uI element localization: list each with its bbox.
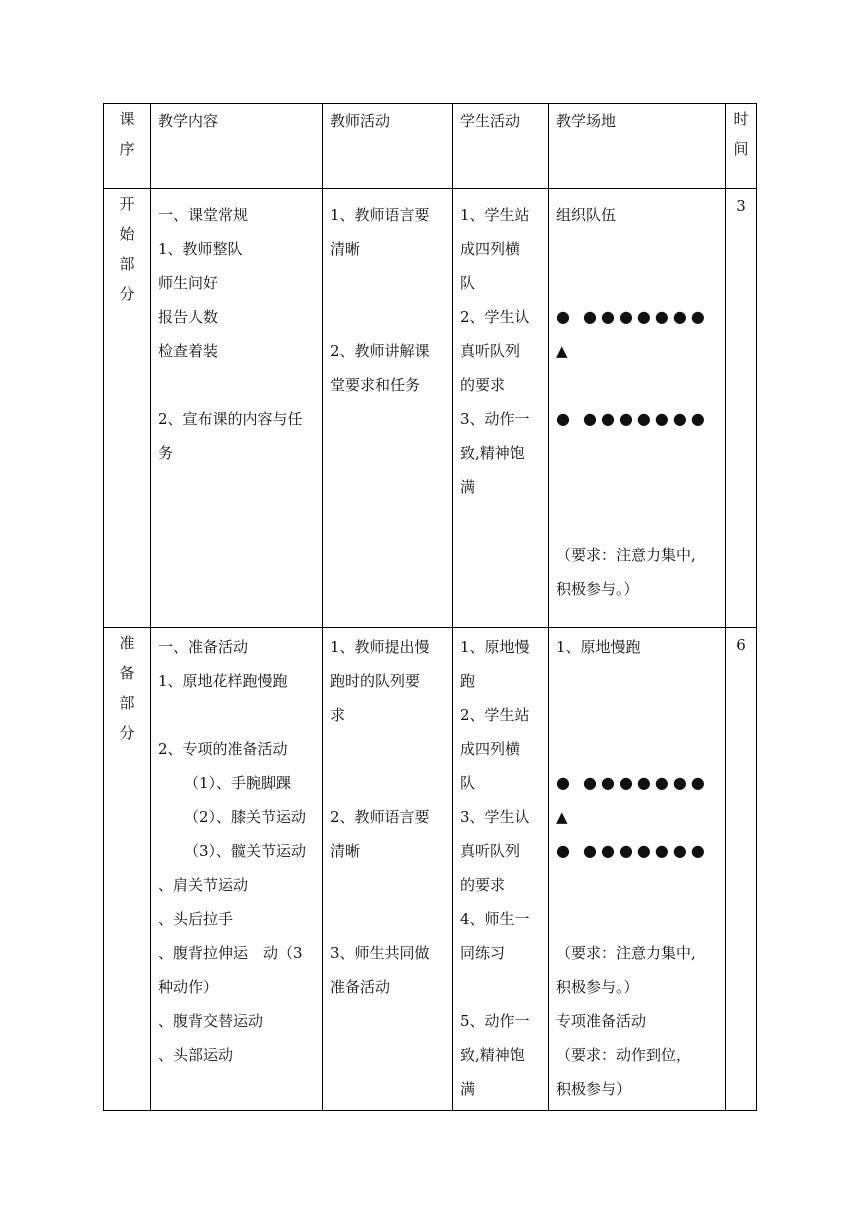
student-cell: [453, 628, 549, 1111]
content-line: （2）、膝关节运动: [184, 808, 307, 826]
content-line: 一、课堂常规: [158, 206, 249, 224]
teacher-line: 堂要求和任务: [330, 376, 421, 394]
header-time-char: 时: [733, 110, 749, 128]
time-cell: 3: [726, 189, 757, 628]
venue-line: 专项准备活动: [556, 1012, 647, 1030]
student-line: 队: [460, 274, 476, 292]
table-row-prepare: [104, 628, 757, 1111]
content-line: 种动作）: [158, 978, 219, 996]
content-line: 检查着装: [158, 342, 219, 360]
student-line: 满: [460, 478, 476, 496]
venue-line: [556, 232, 718, 266]
venue-line: 1、原地慢跑: [556, 638, 641, 656]
header-content: 教学内容: [151, 104, 323, 189]
venue-line: （要求：动作到位，: [556, 1046, 692, 1064]
header-seq-char: 课: [119, 110, 135, 128]
teacher-line: 准备活动: [330, 978, 391, 996]
student-line: 3、学生认: [460, 808, 530, 826]
header-venue: 教学场地: [549, 104, 726, 189]
teacher-line: [330, 266, 445, 300]
formation-dots: ● ●●●●●●●: [556, 409, 709, 428]
student-line: 2、学生认: [460, 308, 530, 326]
teacher-line: 求: [330, 706, 346, 724]
venue-line: [556, 436, 718, 470]
student-line: [460, 970, 541, 1004]
venue-line: （要求：注意力集中,: [556, 546, 696, 564]
student-line: 跑: [460, 672, 476, 690]
student-line: 的要求: [460, 376, 506, 394]
teacher-cell: [323, 189, 453, 628]
teacher-line: [330, 902, 445, 936]
student-line: 的要求: [460, 876, 506, 894]
table-row-start: [104, 189, 757, 628]
content-line: [158, 368, 315, 402]
student-line: 1、原地慢: [460, 638, 530, 656]
content-line: 报告人数: [158, 308, 219, 326]
venue-line: [556, 504, 718, 538]
formation-dots: ● ●●●●●●●: [556, 773, 709, 792]
teacher-line: [330, 868, 445, 902]
venue-line: 积极参与。）: [556, 978, 639, 996]
teacher-triangle: ▲: [556, 342, 568, 360]
teacher-line: 2、教师讲解课: [330, 342, 430, 360]
student-line: 1、学生站: [460, 206, 530, 224]
venue-line: [556, 368, 718, 402]
section-char: 部: [119, 694, 135, 712]
teacher-line: [330, 766, 445, 800]
content-line: 一、准备活动: [158, 638, 249, 656]
section-char: 部: [119, 255, 135, 273]
content-line: 2、专项的准备活动: [158, 740, 288, 758]
formation-dots: ● ●●●●●●●: [556, 307, 709, 326]
teacher-triangle: ▲: [556, 808, 568, 826]
venue-line: [556, 698, 718, 732]
header-seq: [104, 104, 151, 189]
content-line: 务: [158, 444, 174, 462]
venue-line: [556, 902, 718, 936]
teacher-line: [330, 732, 445, 766]
teacher-cell: [323, 628, 453, 1111]
content-line: 、肩关节运动: [158, 876, 249, 894]
venue-line: [556, 868, 718, 902]
section-char: 始: [119, 225, 135, 243]
venue-cell: [549, 189, 726, 628]
section-char: 开: [119, 195, 135, 213]
teacher-line: 清晰: [330, 842, 361, 860]
student-line: 成四列横: [460, 740, 521, 758]
content-line: 1、原地花样跑慢跑: [158, 672, 288, 690]
teacher-line: 2、教师语言要: [330, 808, 430, 826]
content-line: 、头后拉手: [158, 910, 234, 928]
teacher-line: 3、师生共同做: [330, 944, 430, 962]
header-time: [726, 104, 757, 189]
student-line: 满: [460, 1080, 476, 1098]
content-line: （1）、手腕脚踝: [184, 774, 292, 792]
venue-line: （要求：注意力集中,: [556, 944, 696, 962]
venue-line: 积极参与。）: [556, 580, 639, 598]
teacher-line: 跑时的队列要: [330, 672, 421, 690]
student-line: 致,精神饱: [460, 444, 525, 462]
teacher-line: 1、教师提出慢: [330, 638, 430, 656]
student-line: 成四列横: [460, 240, 521, 258]
content-cell: [151, 189, 323, 628]
section-char: 备: [119, 664, 135, 682]
teacher-line: [330, 300, 445, 334]
student-line: 3、动作一: [460, 410, 530, 428]
content-line: 、腹背拉伸运 动（3: [158, 944, 303, 962]
section-label: [104, 628, 151, 1111]
section-char: 分: [119, 285, 135, 303]
student-line: 5、动作一: [460, 1012, 530, 1030]
venue-line: [556, 470, 718, 504]
teacher-line: 1、教师语言要: [330, 206, 430, 224]
student-line: 同练习: [460, 944, 506, 962]
content-cell: [151, 628, 323, 1111]
header-teacher: 教师活动: [323, 104, 453, 189]
content-line: 、腹背交替运动: [158, 1012, 264, 1030]
student-line: 真听队列: [460, 342, 521, 360]
student-line: 2、学生站: [460, 706, 530, 724]
teacher-line: 清晰: [330, 240, 361, 258]
header-time-char: 间: [733, 140, 749, 158]
student-cell: [453, 189, 549, 628]
venue-line: 积极参与）: [556, 1080, 632, 1098]
header-row: [104, 104, 757, 189]
student-line: 队: [460, 774, 476, 792]
content-line: （3）、髋关节运动: [184, 842, 307, 860]
venue-line: [556, 732, 718, 766]
student-line: 4、师生一: [460, 910, 530, 928]
lesson-plan-table: [103, 103, 757, 1111]
section-char: 准: [119, 634, 135, 652]
student-line: 真听队列: [460, 842, 521, 860]
content-line: [158, 698, 315, 732]
time-cell: 6: [726, 628, 757, 1111]
section-label: [104, 189, 151, 628]
section-char: 分: [119, 724, 135, 742]
content-line: 2、宣布课的内容与任: [158, 410, 303, 428]
content-line: 师生问好: [158, 274, 219, 292]
header-seq-char: 序: [119, 140, 135, 158]
content-line: 1、教师整队: [158, 240, 243, 258]
formation-dots: ● ●●●●●●●: [556, 841, 709, 860]
content-line: 、头部运动: [158, 1046, 234, 1064]
venue-line: [556, 266, 718, 300]
student-line: 致,精神饱: [460, 1046, 525, 1064]
venue-line: 组织队伍: [556, 206, 617, 224]
venue-line: [556, 664, 718, 698]
venue-cell: [549, 628, 726, 1111]
header-student: 学生活动: [453, 104, 549, 189]
